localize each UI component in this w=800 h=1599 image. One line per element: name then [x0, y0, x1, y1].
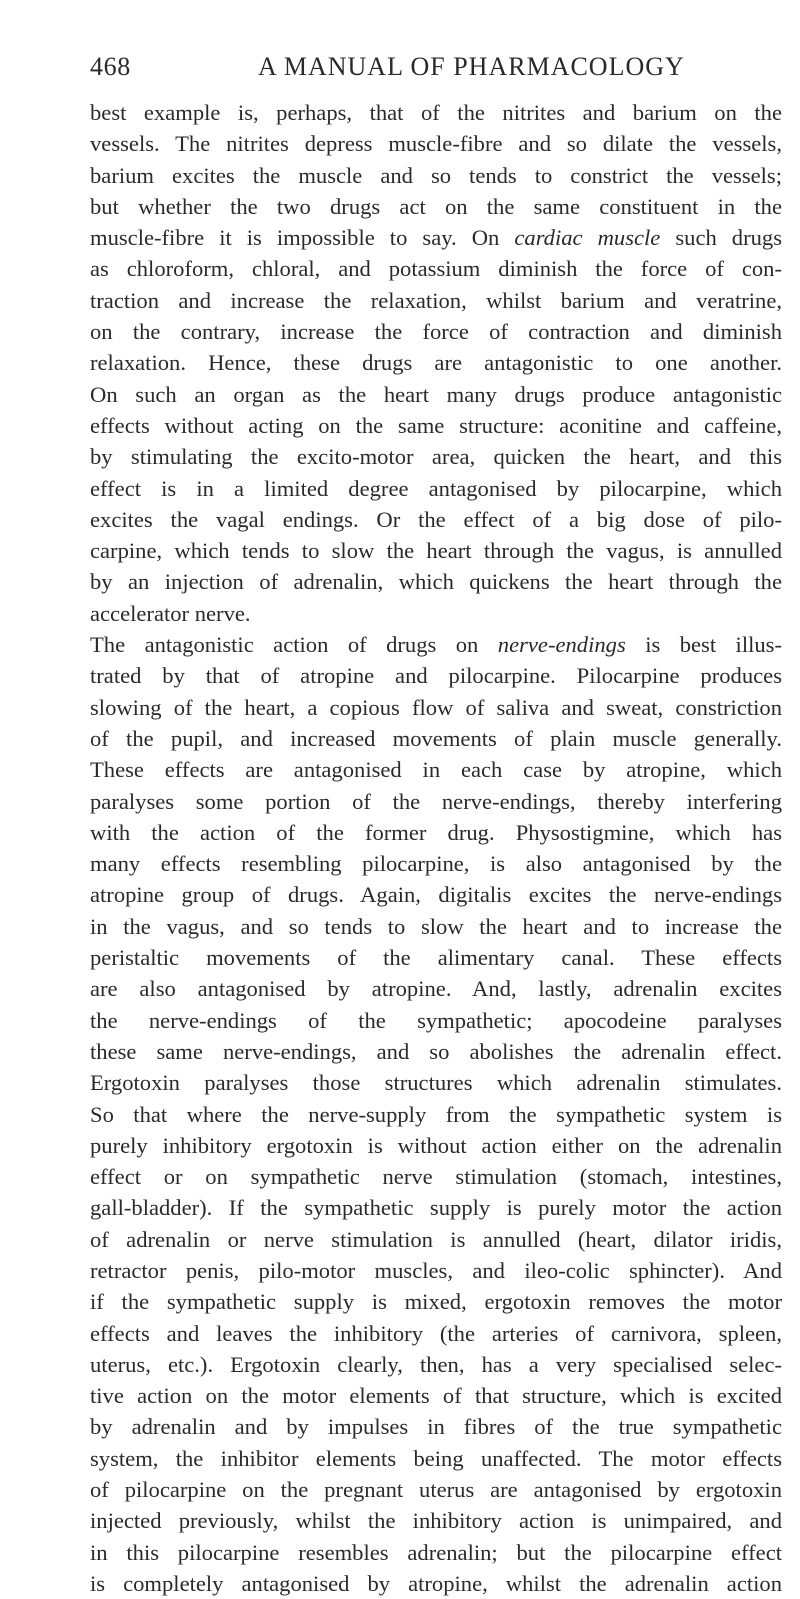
text-span: uterus, etc.). Ergotoxin clearly, then, has a very specialised selec-: [90, 1351, 782, 1377]
text-line: [90, 316, 782, 347]
text-line: [90, 1411, 782, 1442]
text-line: [90, 1130, 782, 1161]
text-line: [90, 160, 782, 191]
text-span: traction and increase the relaxation, whilst barium and veratrine,: [90, 287, 782, 313]
text-line: [90, 1537, 782, 1568]
text-span: as chloroform, chloral, and potassium diminish the force of con-: [90, 256, 782, 282]
page-header: [90, 52, 780, 88]
text-span: by adrenalin and by impulses in fibres of the true sympathetic: [90, 1414, 782, 1440]
text-line: [90, 879, 782, 910]
text-span: gall-bladder). If the sympathetic supply is purely motor the action: [90, 1195, 782, 1221]
text-span: such drugs: [660, 225, 782, 251]
text-line: [90, 660, 782, 691]
text-span: vessels. The nitrites depress muscle-fibre and so dilate the vessels,: [90, 131, 782, 157]
text-span: excites the vagal endings. Or the effect of a big dose of pilo-: [90, 506, 782, 532]
italic-term: cardiac muscle: [514, 225, 661, 251]
text-span: The antagonistic action of drugs on: [90, 632, 498, 658]
text-span: are also antagonised by atropine. And, lastly, adrenalin excites: [90, 976, 782, 1002]
text-span: with the action of the former drug. Physostigmine, which has: [90, 819, 782, 845]
text-span: by stimulating the excito-motor area, quicken the heart, and this: [90, 444, 782, 470]
text-line: [90, 1099, 782, 1130]
text-span: but whether the two drugs act on the same constituent in the: [90, 193, 782, 219]
text-line: [90, 1067, 782, 1098]
text-line: [90, 253, 782, 284]
page-number: 468: [90, 52, 131, 81]
text-line: [90, 692, 782, 723]
text-span: if the sympathetic supply is mixed, ergotoxin removes the motor: [90, 1289, 782, 1315]
text-line: [90, 973, 782, 1004]
text-span: On such an organ as the heart many drugs produce antagonistic: [90, 381, 782, 407]
text-line: [90, 222, 782, 253]
text-line: [90, 97, 782, 128]
text-line: [90, 1036, 782, 1067]
text-span: on the contrary, increase the force of contraction and diminish: [90, 319, 782, 345]
text-span: is best illus-: [625, 632, 782, 658]
text-span: effects and leaves the inhibitory (the arteries of carnivora, spleen,: [90, 1320, 782, 1346]
text-line: [90, 1318, 782, 1349]
body-text: [90, 97, 782, 1599]
text-span: carpine, which tends to slow the heart through the vagus, is annulled: [90, 538, 782, 564]
text-span: purely inhibitory ergotoxin is without action either on the adrenalin: [90, 1132, 782, 1158]
text-line: [90, 911, 782, 942]
text-line: [90, 535, 782, 566]
text-line: [90, 942, 782, 973]
text-line: [90, 410, 782, 441]
text-span: Ergotoxin paralyses those structures which adrenalin stimulates.: [90, 1070, 782, 1096]
text-span: peristaltic movements of the alimentary canal. These effects: [90, 945, 782, 971]
text-span: slowing of the heart, a copious flow of saliva and sweat, constriction: [90, 694, 782, 720]
text-line: [90, 629, 782, 660]
text-line: [90, 347, 782, 378]
italic-term: nerve-endings: [497, 632, 626, 658]
running-title: A MANUAL OF PHARMACOLOGY: [258, 52, 685, 81]
text-line: [90, 441, 782, 472]
text-span: many effects resembling pilocarpine, is also antagonised by the: [90, 851, 782, 877]
text-line: [90, 754, 782, 785]
text-line: [90, 1286, 782, 1317]
text-line: [90, 504, 782, 535]
text-span: by an injection of adrenalin, which quickens the heart through the: [90, 569, 782, 595]
text-span: system, the inhibitor elements being unaffected. The motor effects: [90, 1445, 782, 1471]
text-line: [90, 285, 782, 316]
text-line: [90, 566, 782, 597]
text-line: [90, 1161, 782, 1192]
text-span: atropine group of drugs. Again, digitalis excites the nerve-endings: [90, 882, 782, 908]
text-span: best example is, perhaps, that of the nitrites and barium on the: [90, 100, 782, 125]
text-span: trated by that of atropine and pilocarpine. Pilocarpine produces: [90, 663, 782, 689]
text-span: effects without acting on the same structure: aconitine and caffeine,: [90, 412, 782, 438]
text-line: [90, 1255, 782, 1286]
text-span: These effects are antagonised in each case by atropine, which: [90, 757, 782, 783]
text-span: in the vagus, and so tends to slow the heart and to increase the: [90, 913, 782, 939]
text-span: the nerve-endings of the sympathetic; apocodeine paralyses: [90, 1007, 782, 1033]
text-span: barium excites the muscle and so tends to constrict the vessels;: [90, 162, 782, 188]
text-line: [90, 1505, 782, 1536]
text-span: relaxation. Hence, these drugs are antagonistic to one another.: [90, 350, 782, 376]
text-line: [90, 379, 782, 410]
text-line: [90, 848, 782, 879]
text-line: [90, 128, 782, 159]
text-line: [90, 598, 782, 629]
text-line: [90, 1380, 782, 1411]
text-span: of adrenalin or nerve stimulation is annulled (heart, dilator iridis,: [90, 1226, 782, 1252]
text-span: accelerator nerve.: [90, 600, 251, 626]
text-span: these same nerve-endings, and so abolishes the adrenalin effect.: [90, 1038, 782, 1064]
text-line: [90, 1568, 782, 1599]
text-line: [90, 1443, 782, 1474]
text-line: [90, 191, 782, 222]
text-line: [90, 1224, 782, 1255]
text-span: paralyses some portion of the nerve-endings, thereby interfering: [90, 788, 782, 814]
text-span: of the pupil, and increased movements of plain muscle generally.: [90, 725, 782, 751]
text-span: injected previously, whilst the inhibitory action is unimpaired, and: [90, 1508, 782, 1534]
text-line: [90, 723, 782, 754]
text-line: [90, 1192, 782, 1223]
text-span: muscle-fibre it is impossible to say. On: [90, 225, 515, 251]
text-span: of pilocarpine on the pregnant uterus are antagonised by ergotoxin: [90, 1477, 782, 1503]
text-line: [90, 817, 782, 848]
text-span: is completely antagonised by atropine, whilst the adrenalin action: [90, 1570, 782, 1596]
text-span: effect is in a limited degree antagonised by pilocarpine, which: [90, 475, 782, 501]
text-span: tive action on the motor elements of that structure, which is excited: [90, 1383, 782, 1409]
text-span: effect or on sympathetic nerve stimulation (stomach, intestines,: [90, 1164, 782, 1190]
text-line: [90, 1349, 782, 1380]
text-line: [90, 786, 782, 817]
text-span: retractor penis, pilo-motor muscles, and ileo-colic sphincter). And: [90, 1257, 782, 1283]
text-span: So that where the nerve-supply from the sympathetic system is: [90, 1101, 782, 1127]
text-span: in this pilocarpine resembles adrenalin; but the pilocarpine effect: [90, 1539, 782, 1565]
text-line: [90, 1474, 782, 1505]
text-line: [90, 1005, 782, 1036]
text-line: [90, 473, 782, 504]
